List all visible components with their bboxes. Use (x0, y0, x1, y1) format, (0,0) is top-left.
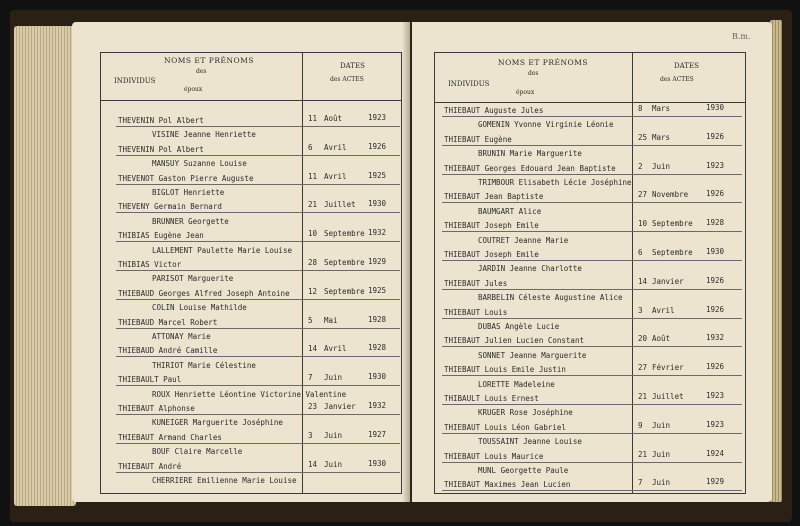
entry-year: 1928 (368, 343, 387, 353)
left-header-dates: DATES (340, 62, 365, 70)
entry-name: THIEBAUT Joseph Emile (444, 250, 539, 259)
entry-day: 11 (308, 114, 318, 123)
entry-name: THIEBAUT Eugène (444, 134, 512, 144)
entry-name: THIEBAUT Georges Edouard Jean Baptiste (444, 163, 616, 173)
entry-name: THIBAULT Louis Ernest (444, 394, 539, 403)
entry-day: 3 (638, 305, 643, 315)
left-header-des: des (196, 68, 207, 75)
entry-rule (442, 462, 742, 463)
entry-day: 14 (308, 459, 318, 469)
entry-month: Septembre (652, 219, 693, 229)
entry-year: 1923 (368, 113, 387, 122)
entry-rule (116, 328, 400, 329)
entry-rule (442, 116, 742, 117)
entry-year: 1930 (368, 199, 387, 209)
entry-rule (442, 260, 742, 261)
entry-year: 1930 (706, 247, 725, 256)
entry-spouse: GOMENIN Yvonne Virginie Léonie (478, 120, 614, 130)
left-header-title: NOMS ET PRÉNOMS (164, 56, 254, 65)
entry-day: 21 (638, 392, 648, 401)
right-header-des: des (528, 70, 539, 77)
entry-name: THEVENIN Pol Albert (118, 144, 204, 154)
entry-day: 7 (638, 478, 643, 488)
entry-name: THIBIAS Eugène Jean (118, 231, 204, 241)
entry-name: THIEBAUD André Camille (118, 346, 218, 356)
entry-year: 1929 (368, 257, 387, 266)
entry-day: 25 (638, 132, 648, 142)
entry-month: Mai (324, 315, 338, 325)
entry-spouse: BOUF Claire Marcelle (152, 447, 243, 457)
entry-name: THIEBAUT Jean Baptiste (444, 192, 544, 202)
entry-day: 11 (308, 171, 318, 181)
entry-name: THIEBAUT Maximes Jean Lucien (444, 480, 571, 490)
entry-day: 2 (638, 161, 643, 171)
entry-spouse: LALLEMENT Paulette Marie Louise (152, 245, 292, 255)
right-header-dates: DATES (674, 62, 699, 70)
entry-rule (442, 202, 742, 203)
page-stamp: B.m. (732, 32, 751, 41)
entry-name: THIEBAUT Alphonse (118, 404, 195, 413)
entry-day: 6 (638, 248, 643, 257)
entry-rule (116, 414, 400, 415)
entry-month: Janvier (324, 402, 356, 411)
right-header-title: NOMS ET PRÉNOMS (498, 58, 588, 67)
entry-month: Mars (652, 104, 671, 113)
right-date-divider (632, 52, 633, 494)
entry-name: THEVENOT Gaston Pierre Auguste (118, 173, 254, 183)
right-header-individus: INDIVIDUS (448, 80, 490, 88)
entry-day: 9 (638, 420, 643, 430)
entry-month: Avril (324, 344, 347, 354)
entry-year: 1928 (706, 218, 725, 228)
entry-month: Juin (324, 459, 343, 469)
entry-rule (116, 212, 400, 213)
entry-spouse: BRUNNER Georgette (152, 216, 229, 226)
entry-name: THIEBAUT Armand Charles (118, 432, 222, 442)
page-edges-left (14, 26, 76, 506)
entry-rule (442, 490, 742, 491)
left-header-individus: INDIVIDUS (114, 77, 156, 85)
entry-spouse: KRUGER Rose Joséphine (478, 408, 573, 418)
entry-name: THIEBAUD Georges Alfred Joseph Antoine (118, 288, 290, 298)
entry-month: Avril (652, 305, 675, 315)
entry-year: 1925 (368, 285, 387, 295)
entry-year: 1930 (706, 103, 725, 112)
entry-day: 3 (308, 430, 313, 440)
entry-rule (442, 404, 742, 405)
entry-year: 1923 (706, 160, 725, 170)
entry-spouse: DUBAS Angèle Lucie (478, 322, 560, 331)
entry-spouse: THIRIOT Marie Célestine (152, 360, 256, 370)
entry-year: 1927 (368, 429, 387, 439)
entry-spouse: PARISOT Marguerite (152, 274, 234, 284)
entry-spouse: KUNEIGER Marguerite Joséphine (152, 418, 283, 428)
entry-name: THIEBAUT André (118, 461, 182, 471)
entry-month: Juin (324, 373, 343, 383)
entry-name: THIEBAUT Louis Maurice (444, 451, 544, 461)
left-date-divider (302, 52, 303, 494)
entry-month: Juin (652, 161, 671, 171)
entry-rule (442, 346, 742, 347)
entry-month: Juillet (324, 200, 356, 210)
left-header-des-actes: des ACTES (330, 76, 364, 83)
entry-name: THIEBAUT Louis Emile Justin (444, 365, 566, 375)
entry-name: THIEBAUT Joseph Emile (444, 221, 539, 231)
entry-day: 27 (638, 190, 648, 200)
entry-month: Septembre (324, 258, 365, 267)
entry-rule (442, 289, 742, 290)
entry-year: 1926 (706, 275, 725, 285)
entry-rule (442, 375, 742, 376)
entry-year: 1926 (706, 131, 725, 141)
entry-spouse: ROUX Henriette Léontine Victorine Valentine (152, 389, 347, 399)
entry-day: 23 (308, 402, 318, 411)
entry-month: Août (652, 334, 671, 344)
entry-day: 6 (308, 142, 313, 152)
entry-day: 21 (308, 200, 318, 210)
entry-rule (442, 231, 742, 232)
entry-spouse: CHERRIERE Emilienne Marie Louise (152, 476, 297, 485)
entry-day: 27 (638, 363, 648, 373)
entry-rule (116, 184, 400, 185)
entry-name: THIEBAULT Paul (118, 375, 182, 385)
entry-year: 1926 (706, 189, 725, 199)
entry-year: 1924 (706, 448, 725, 458)
entry-spouse: SONNET Jeanne Marguerite (478, 350, 587, 360)
entry-year: 1928 (368, 314, 387, 324)
entry-year: 1932 (706, 333, 725, 343)
entry-month: Juin (652, 478, 671, 488)
entry-day: 12 (308, 286, 318, 296)
entry-day: 14 (308, 344, 318, 354)
entry-name: THEVENY Germain Bernard (118, 202, 222, 212)
entry-rule (116, 356, 400, 357)
entry-year: 1923 (706, 391, 725, 400)
entry-month: Septembre (324, 286, 365, 296)
entry-spouse: ATTONAY Marie (152, 332, 211, 341)
entry-name: THIEBAUD Marcel Robert (118, 317, 218, 327)
entry-rule (116, 443, 400, 444)
entry-rule (442, 174, 742, 175)
right-header-epoux: époux (516, 89, 535, 96)
entry-month: Mars (652, 132, 671, 142)
entry-rule (442, 318, 742, 319)
entry-rule (442, 433, 742, 434)
entry-month: Novembre (652, 190, 689, 200)
left-header-rule (100, 100, 402, 101)
entry-rule (442, 145, 742, 146)
entry-month: Avril (324, 142, 347, 152)
entry-month: Avril (324, 171, 347, 181)
entry-name: THIEBAUT Julien Lucien Constant (444, 336, 584, 346)
entry-rule (116, 299, 400, 300)
entry-rule (116, 241, 400, 242)
entry-rule (116, 472, 400, 473)
entry-month: Juillet (652, 392, 684, 401)
entry-year: 1930 (368, 372, 387, 382)
entry-rule (116, 126, 400, 127)
entry-name: THEVENIN Pol Albert (118, 116, 204, 125)
entry-month: Septembre (324, 229, 365, 239)
left-page (72, 22, 410, 502)
entry-name: THIEBAUT Louis (444, 307, 508, 317)
entry-month: Juin (652, 449, 671, 459)
entry-name: THIEBAUT Jules (444, 278, 508, 288)
right-header-des-actes: des ACTES (660, 76, 694, 83)
entry-year: 1930 (368, 458, 387, 468)
entry-spouse: BAUMGART Alice (478, 206, 542, 216)
entry-spouse: BARBELIN Céleste Augustine Alice (478, 293, 623, 303)
entry-rule (116, 270, 400, 271)
right-header-rule (434, 102, 746, 103)
entry-day: 14 (638, 276, 648, 286)
entry-name: THIEBAUT Louis Léon Gabriel (444, 422, 566, 432)
entry-year: 1925 (368, 170, 387, 180)
entry-year: 1932 (368, 228, 387, 238)
entry-day: 8 (638, 104, 643, 113)
entry-spouse: VISINE Jeanne Henriette (152, 130, 256, 140)
entry-year: 1923 (706, 419, 725, 429)
entry-rule (116, 385, 400, 386)
right-page (412, 22, 772, 502)
entry-month: Août (324, 114, 343, 123)
entry-year: 1932 (368, 401, 387, 410)
entry-day: 7 (308, 373, 313, 383)
left-header-epoux: époux (184, 86, 203, 93)
entry-spouse: TRIMBOUR Elisabeth Lécie Joséphine (478, 178, 632, 187)
entry-day: 28 (308, 258, 318, 267)
entry-month: Juin (652, 420, 671, 430)
entry-year: 1929 (706, 477, 725, 487)
entry-spouse: JARDIN Jeanne Charlotte (478, 264, 582, 274)
entry-spouse: COLIN Louise Mathilde (152, 303, 247, 313)
entry-day: 20 (638, 334, 648, 344)
entry-spouse: MANSUY Suzanne Louise (152, 159, 247, 169)
entry-year: 1926 (368, 141, 387, 151)
entry-month: Juin (324, 430, 343, 440)
entry-day: 10 (638, 219, 648, 229)
entry-month: Septembre (652, 248, 693, 257)
entry-day: 5 (308, 315, 313, 325)
entry-year: 1926 (706, 362, 725, 372)
entry-day: 21 (638, 449, 648, 459)
entry-name: THIEBAUT Auguste Jules (444, 106, 544, 115)
entry-spouse: TOUSSAINT Jeanne Louise (478, 437, 582, 447)
entry-day: 10 (308, 229, 318, 239)
entry-spouse: COUTRET Jeanne Marie (478, 235, 569, 245)
entry-spouse: BIGLOT Henriette (152, 188, 225, 197)
entry-spouse: LORETTE Madeleine (478, 379, 555, 389)
entry-name: THIBIAS Victor (118, 260, 182, 269)
entry-spouse: BRUNIN Marie Marguerite (478, 149, 582, 159)
entry-rule (116, 155, 400, 156)
entry-month: Février (652, 363, 684, 373)
entry-spouse: MUNL Georgette Paule (478, 466, 569, 475)
entry-month: Janvier (652, 276, 684, 286)
entry-year: 1926 (706, 304, 725, 314)
